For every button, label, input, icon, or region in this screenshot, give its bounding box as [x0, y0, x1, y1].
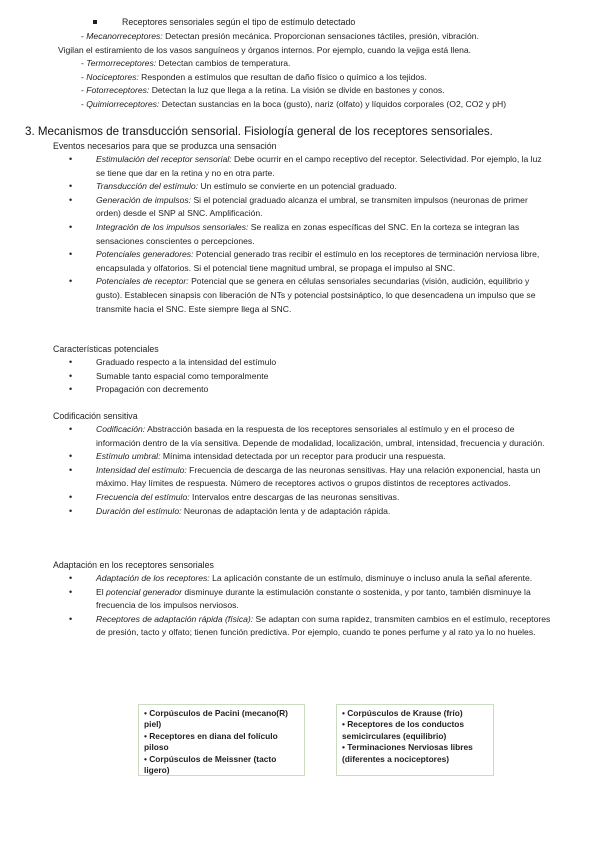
list-item: • Duración del estímulo: Neuronas de adaptación lenta y de adaptación rápida.	[53, 505, 553, 519]
list-item: • Receptores de adaptación rápida (física): Se adaptan con suma rapidez, transmiten cambios en el estímulo, receptores de presión, tacto y olfato; tienen función predictiva. Por ejemplo, cuando te pones perfume y al rato ya lo no hueles.	[69, 613, 551, 638]
bullet-icon: •	[69, 586, 73, 597]
subheading-adaptation: Adaptación en los receptores sensoriales	[53, 560, 214, 570]
box-item: • Terminaciones Nerviosas libres (diferentes a nociceptores)	[342, 742, 473, 764]
bullet-icon: •	[69, 249, 73, 260]
receptor-box-right	[336, 704, 494, 776]
bullet-icon: •	[69, 573, 73, 583]
list-item: - Mecanorreceptores: Detectan presión mecánica. Proporcionan sensaciones táctiles, presión, vibración.	[81, 31, 479, 41]
list-item: • El potencial generador disminuye durante la estimulación constante o sostenida, y por tanto, también disminuye la frecuencia de los impulsos nerviosos.	[69, 586, 531, 611]
events-list	[53, 153, 553, 316]
bullet-icon: •	[69, 194, 73, 205]
bullet-icon: •	[69, 384, 73, 395]
box-item: • Receptores en diana del folículo piloso	[144, 730, 278, 753]
potentials-list	[53, 356, 553, 397]
bullet-icon: •	[69, 424, 73, 434]
coding-list	[53, 423, 553, 518]
list-item: • Adaptación de los receptores: La aplicación constante de un estímulo, disminuye o incluso anula la señal aferente.	[53, 572, 553, 586]
section-heading: 3. Mecanismos de transducción sensorial. Fisiología general de los receptores sensoriales.	[25, 125, 493, 138]
receptor-types-list	[58, 30, 576, 111]
bullet-icon: •	[69, 221, 73, 232]
list-item: - Termorreceptores: Detectan cambios de temperatura.	[81, 58, 291, 68]
box-item: • Corpúsculos de Pacini (mecano(R) piel)	[144, 708, 288, 730]
list-item: - Fotorreceptores: Detectan la luz que llega a la retina. La visión se divide en bastones y conos.	[81, 85, 445, 95]
bullet-icon: •	[69, 357, 73, 367]
bullet-icon: •	[69, 451, 73, 462]
bullet-icon: •	[69, 464, 73, 475]
subheading-coding: Codificación sensitiva	[53, 411, 138, 421]
box-item: • Corpúsculos de Krause (frío)	[342, 708, 463, 718]
list-item: • Frecuencia del estímulo: Intervalos entre descargas de las neuronas sensitivas.	[53, 491, 553, 505]
bullet-icon: •	[69, 181, 73, 192]
list-item: • Transducción del estímulo: Un estímulo se convierte en un potencial graduado.	[53, 180, 553, 194]
list-item: • Sumable tanto espacial como temporalmente	[53, 370, 553, 384]
list-item: • Potenciales generadores: Potencial generado tras recibir el estímulo en los receptores de terminación nerviosa libre, encapsulada y olfatorios. Si el potencial tiene magnitud umbral, se propaga el impulso al SNC.	[69, 249, 540, 273]
list-item: • Graduado respecto a la intensidad del estímulo	[53, 356, 553, 370]
bullet-icon: •	[69, 505, 73, 516]
list-item: • Intensidad del estímulo: Frecuencia de descarga de las neuronas sensitivas. Hay una relación exponencial, hasta un máximo. Hay límites de respuesta. Número de receptores activos o grupos distintos de receptores activados.	[69, 464, 541, 489]
list-item: • Codificación: Abstracción basada en la respuesta de los receptores sensoriales al estímulo y en el proceso de información dentro de la vía sensitiva. Depende de modalidad, localización, umbral, intensidad, frecuencia y duración.	[69, 424, 545, 448]
box-item: • Receptores de los conductos semicirculares (equilibrio)	[342, 719, 465, 741]
bullet-icon: •	[69, 154, 73, 164]
box-item: • Corpúsculos de Meissner (tacto ligero)	[144, 753, 277, 776]
list-item-stimulus-type: Receptores sensoriales según el tipo de estímulo detectado	[96, 16, 355, 29]
list-item: • Estímulo umbral: Mínima intensidad detectada por un receptor para producir una respuesta.	[53, 450, 553, 464]
list-item: - Quimiorreceptores: Detectan sustancias en la boca (gusto), nariz (olfato) y líquidos corporales (O2, CO2 y pH)	[81, 98, 507, 109]
square-bullet-icon	[93, 20, 97, 24]
list-item: • Potenciales de receptor: Potencial que se genera en células sensoriales secundarias (visión, audición, equilibrio y gusto). Establecen sinapsis con liberación de NTs y potencial postsináptico, lo que desencadena un impulso que se transmite hacia el SNC. Este siempre llega al SNC.	[69, 276, 536, 314]
subheading-potentials: Características potenciales	[53, 344, 159, 354]
receptor-box-left	[138, 704, 305, 776]
list-item-continuation: Vigilan el estiramiento de los vasos sanguíneos y órganos internos. Por ejemplo, cuando la vejiga está llena.	[58, 44, 472, 55]
bullet-icon: •	[69, 613, 73, 624]
bullet-icon: •	[69, 370, 73, 381]
list-item: - Nociceptores: Responden a estímulos que resultan de daño físico o químico a los tejidos.	[81, 71, 427, 82]
list-item: • Integración de los impulsos sensoriales: Se realiza en zonas específicas del SNC. En la corteza se integran las sensaciones conscientes o percepciones.	[69, 221, 520, 246]
list-item: • Propagación con decremento	[53, 383, 553, 397]
subheading-events: Eventos necesarios para que se produzca una sensación	[53, 141, 277, 151]
bullet-icon: •	[69, 491, 73, 502]
adaptation-list	[53, 572, 553, 640]
list-item: • Generación de impulsos: Si el potencial graduado alcanza el umbral, se transmiten impulsos (neuronas de primer orden) desde el SNP al SNC. Amplificación.	[69, 194, 528, 219]
bullet-icon: •	[69, 276, 73, 287]
list-item: • Estimulación del receptor sensorial: Debe ocurrir en el campo receptivo del receptor. Selectividad. Por ejemplo, la luz se tiene que dar en la retina y no en otra parte.	[69, 154, 542, 178]
